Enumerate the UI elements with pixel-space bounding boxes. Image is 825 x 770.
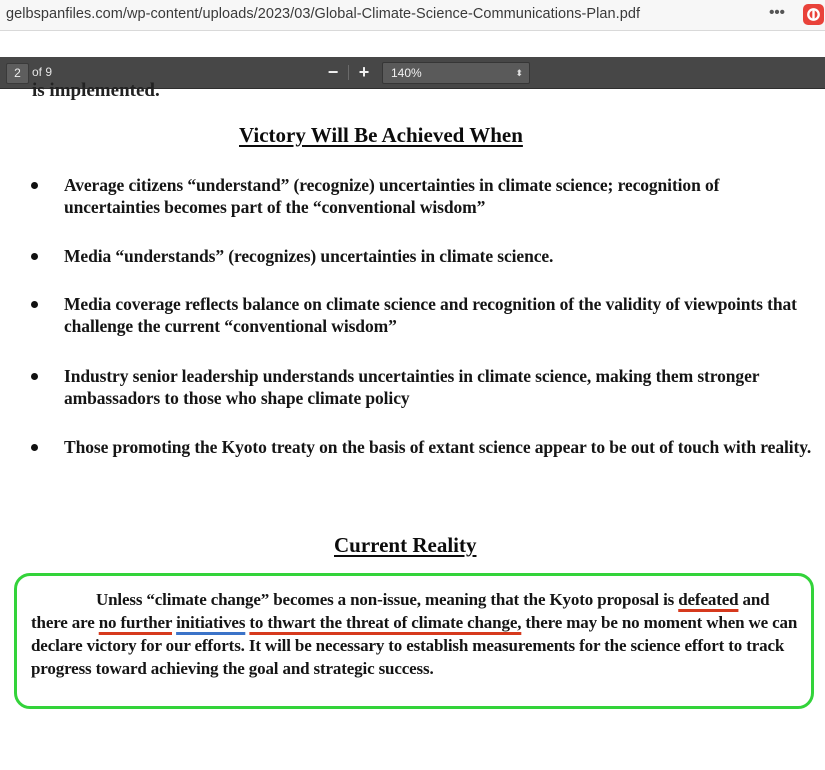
bullet-dot-icon: [31, 301, 38, 308]
more-options-button[interactable]: •••: [769, 4, 785, 21]
bullet-dot-icon: [31, 253, 38, 260]
bullet-item: Industry senior leadership understands uncertainties in climate science, making them stronger ambassadors to those who shape climate policy: [64, 366, 760, 408]
section-heading-current-reality: Current Reality: [334, 533, 477, 557]
url-text[interactable]: gelbspanfiles.com/wp-content/uploads/2023/03/Global-Climate-Science-Communications-Plan.pdf: [6, 6, 641, 22]
extension-icon[interactable]: [802, 3, 825, 26]
zoom-in-button[interactable]: +: [358, 62, 370, 82]
paragraph-text: Unless “climate change” becomes a non-issue, meaning that the Kyoto proposal is: [96, 590, 679, 609]
toolbar-gap: [0, 31, 825, 57]
underlined-initiatives: initiatives: [176, 613, 246, 632]
address-bar[interactable]: [0, 0, 825, 31]
cut-off-text-line: is implemented.: [32, 80, 160, 101]
zoom-out-button[interactable]: −: [327, 62, 339, 82]
toolbar-separator: [348, 65, 349, 80]
chevron-updown-icon: ⬍: [515, 68, 523, 78]
bullet-item: Those promoting the Kyoto treaty on the basis of extant science appear to be out of touch with reality.: [64, 437, 812, 457]
page-count-label: of 9: [32, 65, 53, 79]
bullet-item: Media coverage reflects balance on climate science and recognition of the validity of viewpoints that challenge the current “conventional wisdom”: [64, 294, 797, 336]
paragraph-text: there may be no moment when we can declare victory for our efforts. It will be necessary to establish measurements for the science effort to track progress toward achieving the goal and strategic success.: [31, 613, 798, 678]
pdf-page: [0, 80, 825, 770]
page-number-input[interactable]: 2: [6, 63, 29, 84]
underlined-no-further: no further: [98, 613, 172, 632]
bullet-dot-icon: [31, 444, 38, 451]
underlined-defeated: defeated: [678, 590, 739, 609]
paragraph-text: and there are: [31, 590, 770, 632]
zoom-select[interactable]: [382, 62, 530, 84]
zoom-value: 140%: [391, 66, 422, 80]
bullet-item: Average citizens “understand” (recognize) uncertainties in climate science; recognition of uncertainties becomes part of the “conventional wisdom”: [64, 175, 720, 217]
bullet-item: Media “understands” (recognizes) uncertainties in climate science.: [64, 246, 554, 266]
bullet-dot-icon: [31, 182, 38, 189]
bullet-dot-icon: [31, 373, 38, 380]
underlined-thwart-threat: to thwart the threat of climate change,: [249, 613, 522, 632]
section-heading-victory: Victory Will Be Achieved When: [239, 123, 523, 147]
current-reality-paragraph: [31, 588, 806, 680]
